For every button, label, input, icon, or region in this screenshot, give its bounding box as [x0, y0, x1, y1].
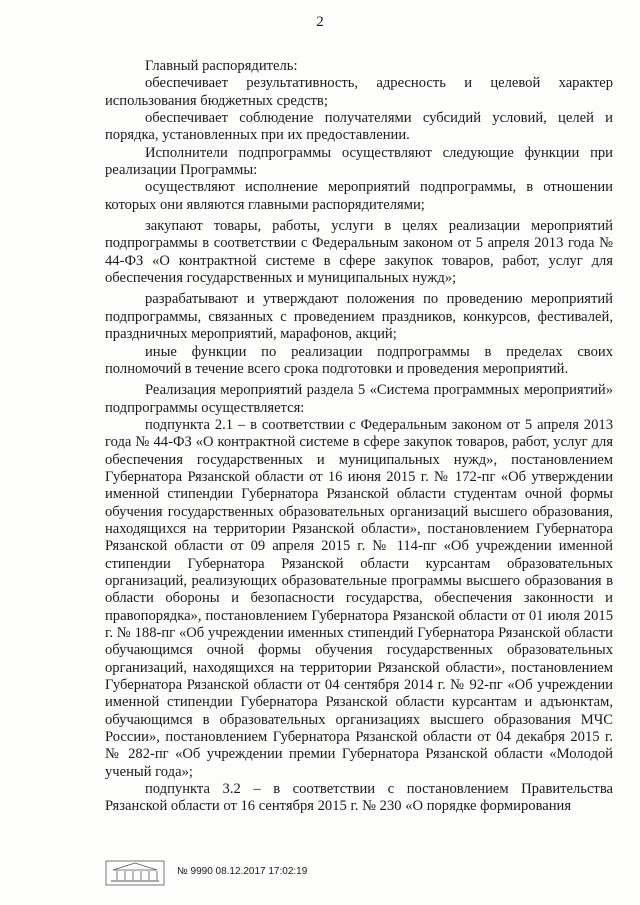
government-building-stamp-icon	[105, 860, 165, 886]
paragraph: Главный распорядитель:	[145, 58, 298, 74]
paragraph: подпункта 2.1 – в соответствии с Федеральным законом от 5 апреля 2013 года № 44-ФЗ «О контрактной системе в сфере закупок товаров, работ, услуг для обеспечения государственных и муниципальных нужд», постановлением Губернатора Рязанской области от 16 июня 2015 г. № 172-пг «Об утверждении именной стипендии Губернатора Рязанской области студентам очной формы обучения государственных образовательных организаций высшего образования, находящихся на территории Рязанской области», постановлением Губернатора Рязанской области от 09 апреля 2015 г. № 114-пг «Об учреждении именной стипендии Губернатора Рязанской области курсантам образовательных организаций, реализующих образовательные программы высшего образования в области обороны и безопасности государства, обеспечения законности и правопорядка», постановлением Губернатора Рязанской области от 01 июля 2015 г. № 188-пг «Об учреждении именных стипендий Губернатора Рязанской области обучающимся очной формы обучения государственных образовательных организаций, находящихся на территории Рязанской области», постановлением Губернатора Рязанской области от 04 сентября 2014 г. № 92-пг «Об учреждении именной стипендии Губернатора Рязанской области курсантам и адъюнктам, обучающимся в образовательных организациях высшего образования МЧС России», постановлением Губернатора Рязанской области от 04 декабря 2015 г. № 282-пг «Об учреждении премии Губернатора Рязанской области «Молодой ученый года»;	[105, 416, 613, 780]
paragraph: осуществляют исполнение мероприятий подпрограммы, в отношении которых они являются главными распорядителями;	[105, 179, 613, 213]
paragraph: обеспечивает результативность, адресность и целевой характер использования бюджетных средств;	[105, 75, 613, 109]
document-registration-id: № 9990 08.12.2017 17:02:19	[177, 866, 308, 877]
document-footer	[105, 860, 505, 890]
paragraph: иные функции по реализации подпрограммы в пределах своих полномочий в течение всего срока подготовки и проведения мероприятий.	[105, 343, 613, 377]
paragraph: закупают товары, работы, услуги в целях реализации мероприятий подпрограммы в соответствии с Федеральным законом от 5 апреля 2013 года № 44-ФЗ «О контрактной системе в сфере закупок товаров, работ, услуг для обеспечения государственных и муниципальных нужд»;	[105, 218, 613, 287]
paragraph: обеспечивает соблюдение получателями субсидий условий, целей и порядка, установленных при их предоставлении.	[105, 110, 613, 144]
paragraph: Реализация мероприятий раздела 5 «Система программных мероприятий» подпрограммы осуществляется:	[105, 382, 613, 416]
paragraph: разрабатывают и утверждают положения по проведению мероприятий подпрограммы, связанных с проведением праздников, конкурсов, фестивалей, праздничных мероприятий, марафонов, акций;	[105, 291, 613, 343]
document-body	[105, 58, 613, 816]
paragraph: Исполнители подпрограммы осуществляют следующие функции при реализации Программы:	[105, 144, 613, 179]
page-number: 2	[316, 14, 324, 30]
paragraph: подпункта 3.2 – в соответствии с постановлением Правительства Рязанской области от 16 сентября 2015 г. № 230 «О порядке формирования	[105, 781, 613, 815]
